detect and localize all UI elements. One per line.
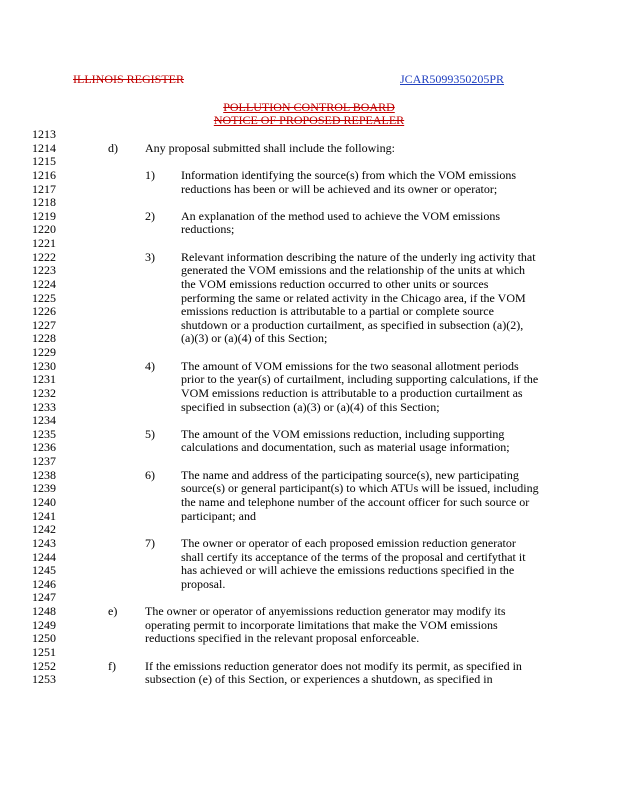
line-number: 1227: [32, 317, 56, 332]
item-marker-d1: 1): [145, 167, 155, 182]
line-number: 1229: [32, 345, 56, 360]
line-number: 1246: [32, 576, 56, 591]
text-line-d7: has achieved or will achieve the emissions reductions specified in the: [181, 563, 515, 578]
text-line-f: subsection (e) of this Section, or experiences a shutdown, as specified in: [145, 672, 493, 687]
line-number: 1249: [32, 617, 56, 632]
item-marker-d6: 6): [145, 467, 155, 482]
line-number: 1230: [32, 358, 56, 373]
text-line-d3: the VOM emissions reduction occurred to other units or sources: [181, 276, 489, 291]
text-line-d3: shutdown or a production curtailment, as specified in subsection (a)(2),: [181, 317, 524, 332]
line-number: 1248: [32, 604, 56, 619]
line-number: 1234: [32, 413, 56, 428]
text-line-d2: reductions;: [181, 222, 235, 237]
text-line-d5: The amount of the VOM emissions reduction, including supporting: [181, 426, 505, 441]
item-marker-e: e): [108, 604, 118, 619]
register-header: ILLINOIS REGISTER: [73, 72, 184, 86]
line-number: 1244: [32, 549, 56, 564]
item-marker-d: d): [108, 140, 118, 155]
text-line-d6: source(s) or general participant(s) to which ATUs will be issued, including: [181, 481, 539, 496]
line-number: 1223: [32, 263, 56, 278]
line-number: 1250: [32, 631, 56, 646]
line-number: 1218: [32, 195, 56, 210]
line-number: 1252: [32, 658, 56, 673]
text-line-d: Any proposal submitted shall include the following:: [145, 140, 395, 155]
line-number: 1215: [32, 154, 56, 169]
line-number: 1220: [32, 222, 56, 237]
text-line-f: If the emissions reduction generator does not modify its permit, as specified in: [145, 658, 522, 673]
line-number: 1226: [32, 304, 56, 319]
text-line-d7: shall certify its acceptance of the terms of the proposal and certifythat it: [181, 549, 526, 564]
item-marker-d3: 3): [145, 249, 155, 264]
line-number: 1236: [32, 440, 56, 455]
item-marker-d5: 5): [145, 426, 155, 441]
line-number: 1247: [32, 590, 56, 605]
item-marker-f: f): [108, 658, 116, 673]
text-line-d6: The name and address of the participating source(s), new participating: [181, 467, 519, 482]
line-number: 1219: [32, 208, 56, 223]
text-line-d2: An explanation of the method used to achieve the VOM emissions: [181, 208, 501, 223]
text-line-e: The owner or operator of anyemissions reduction generator may modify its: [145, 604, 506, 619]
text-line-d1: reductions has been or will be achieved and its owner or operator;: [181, 181, 498, 196]
line-number: 1251: [32, 644, 56, 659]
line-number: 1242: [32, 522, 56, 537]
line-number: 1245: [32, 563, 56, 578]
text-line-d6: the name and telephone number of the account officer for such source or: [181, 495, 530, 509]
text-line-e: operating permit to incorporate limitations that make the VOM emissions: [145, 617, 498, 632]
line-number: 1239: [32, 481, 56, 496]
line-number: 1214: [32, 140, 56, 155]
text-line-d3: performing the same or related activity in the Chicago area, if the VOM: [181, 290, 526, 305]
text-line-d3: generated the VOM emissions and the relationship of the units at which: [181, 263, 526, 278]
title-notice: NOTICE OF PROPOSED REPEALER: [213, 113, 405, 127]
line-number: 1213: [32, 127, 56, 141]
text-line-d1: Information identifying the source(s) from which the VOM emissions: [181, 167, 517, 182]
line-number: 1243: [32, 535, 56, 550]
line-number: 1221: [32, 236, 56, 251]
line-number: 1224: [32, 276, 56, 291]
text-line-d6: participant; and: [181, 508, 256, 523]
line-number: 1237: [32, 454, 56, 469]
text-line-d7: The owner or operator of each proposed emission reduction generator: [181, 535, 516, 550]
line-number: 1228: [32, 331, 56, 346]
line-number: 1231: [32, 372, 56, 387]
text-line-d5: calculations and documentation, such as material usage information;: [181, 440, 510, 455]
line-number: 1225: [32, 290, 56, 305]
item-marker-d7: 7): [145, 535, 155, 550]
text-line-d4: specified in subsection (a)(3) or (a)(4) of this Section;: [181, 399, 440, 414]
line-number: 1235: [32, 426, 56, 441]
line-number: 1222: [32, 249, 56, 264]
text-line-d3: (a)(3) or (a)(4) of this Section;: [181, 331, 328, 346]
text-line-d3: emissions reduction is attributable to a partial or complete source: [181, 304, 494, 319]
line-number: 1233: [32, 399, 56, 414]
item-marker-d4: 4): [145, 358, 155, 373]
jcar-code: JCAR5099350205PR: [400, 72, 505, 86]
line-number: 1217: [32, 181, 56, 196]
line-number: 1241: [32, 508, 56, 523]
line-number: 1238: [32, 467, 56, 482]
text-line-d7: proposal.: [181, 576, 226, 591]
line-number: 1240: [32, 495, 56, 509]
text-line-d4: The amount of VOM emissions for the two seasonal allotment periods: [181, 358, 519, 373]
item-marker-d2: 2): [145, 208, 155, 223]
line-number: 1253: [32, 672, 56, 687]
line-number: 1216: [32, 167, 56, 182]
text-line-d3: Relevant information describing the nature of the underly ing activity that: [181, 249, 536, 264]
text-line-d4: VOM emissions reduction is attributable to a production curtailment as: [181, 385, 523, 400]
text-line-e: reductions specified in the relevant proposal enforceable.: [145, 631, 420, 646]
line-number: 1232: [32, 385, 56, 400]
text-line-d4: prior to the year(s) of curtailment, including supporting calculations, if the: [181, 372, 539, 387]
title-board: POLLUTION CONTROL BOARD: [223, 100, 395, 114]
